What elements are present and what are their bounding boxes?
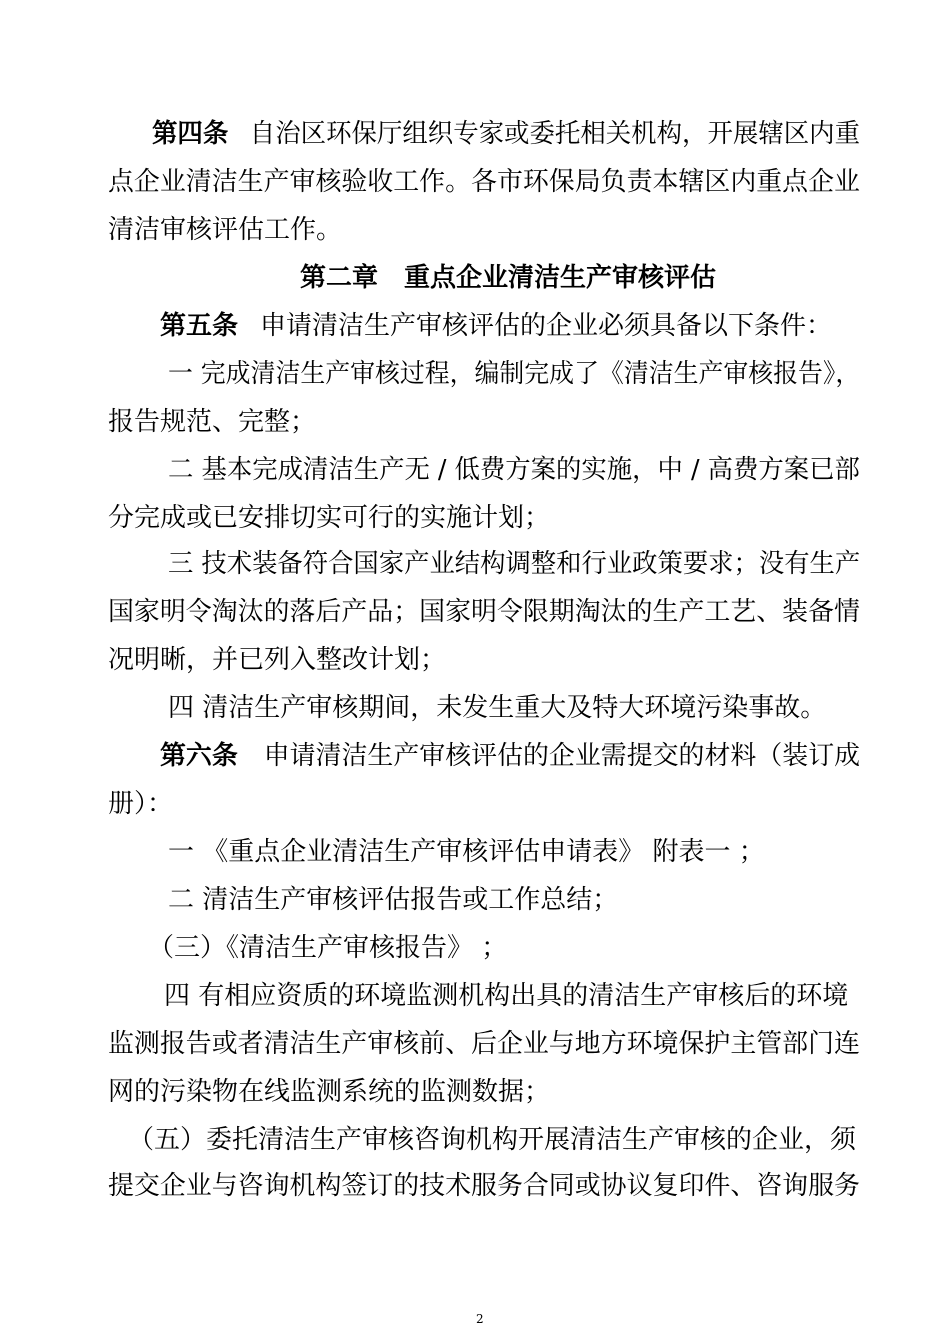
article-6-item-4-line-3: 网的污染物在线监测系统的监测数据； [108,1077,551,1107]
article-5-item-2-line-1: 二 基本完成清洁生产无 / 低费方案的实施，中 / 高费方案已部 [168,455,860,485]
article-6-item-5-line-2: 提交企业与咨询机构签订的技术服务合同或协议复印件、咨询服务 [108,1171,860,1201]
article-6-intro: 申请清洁生产审核评估的企业需提交的材料（装订成 [263,741,861,771]
chapter-2-number: 第二章 [300,263,379,293]
article-4-line-2: 点企业清洁生产审核验收工作。各市环保局负责本辖区内重点企业 [108,167,860,197]
article-5-item-1-line-1: 一 完成清洁生产审核过程，编制完成了《清洁生产审核报告》， [168,359,861,389]
article-5-line-1 [160,310,832,342]
article-5-item-3-line-3: 况明晰，并已列入整改计划； [108,645,447,675]
article-5-heading: 第五条 [160,311,239,341]
article-5-item-1-line-2: 报告规范、完整； [108,407,317,437]
article-6-line-2: 册）： [108,789,174,819]
article-6-heading: 第六条 [160,741,238,771]
article-6-item-5-line-1: （五）委托清洁生产审核咨询机构开展清洁生产审核的企业，须 [128,1125,857,1155]
article-6-line-1 [160,740,860,772]
article-4-text: 自治区环保厅组织专家或委托相关机构，开展辖区内重 [249,119,861,149]
article-4-line-1 [152,118,860,150]
article-4-heading: 第四条 [152,119,229,149]
chapter-2-title: 重点企业清洁生产审核评估 [404,263,717,293]
article-6-item-2: 二 清洁生产审核评估报告或工作总结； [168,885,619,915]
article-5-item-3-line-1: 三 技术装备符合国家产业结构调整和行业政策要求；没有生产 [168,549,861,579]
article-6-item-1: 一 《重点企业清洁生产审核评估申请表》 附表一 ； [168,837,765,867]
chapter-2-heading [300,262,716,294]
article-6-item-4-line-1: 四 有相应资质的环境监测机构出具的清洁生产审核后的环境 [164,981,849,1011]
article-5-intro: 申请清洁生产审核评估的企业必须具备以下条件： [260,311,833,341]
article-5-item-4: 四 清洁生产审核期间，未发生重大及特大环境污染事故。 [168,693,827,723]
article-5-item-2-line-2: 分完成或已安排切实可行的实施计划； [108,503,551,533]
article-6-item-4-line-2: 监测报告或者清洁生产审核前、后企业与地方环境保护主管部门连 [108,1029,860,1059]
article-5-item-3-line-2: 国家明令淘汰的落后产品；国家明令限期淘汰的生产工艺、装备情 [108,597,860,627]
article-4-line-3: 清洁审核评估工作。 [108,215,343,245]
page-number: 2 [476,1312,484,1326]
article-6-item-3: （三）《清洁生产审核报告》 ； [148,933,508,963]
